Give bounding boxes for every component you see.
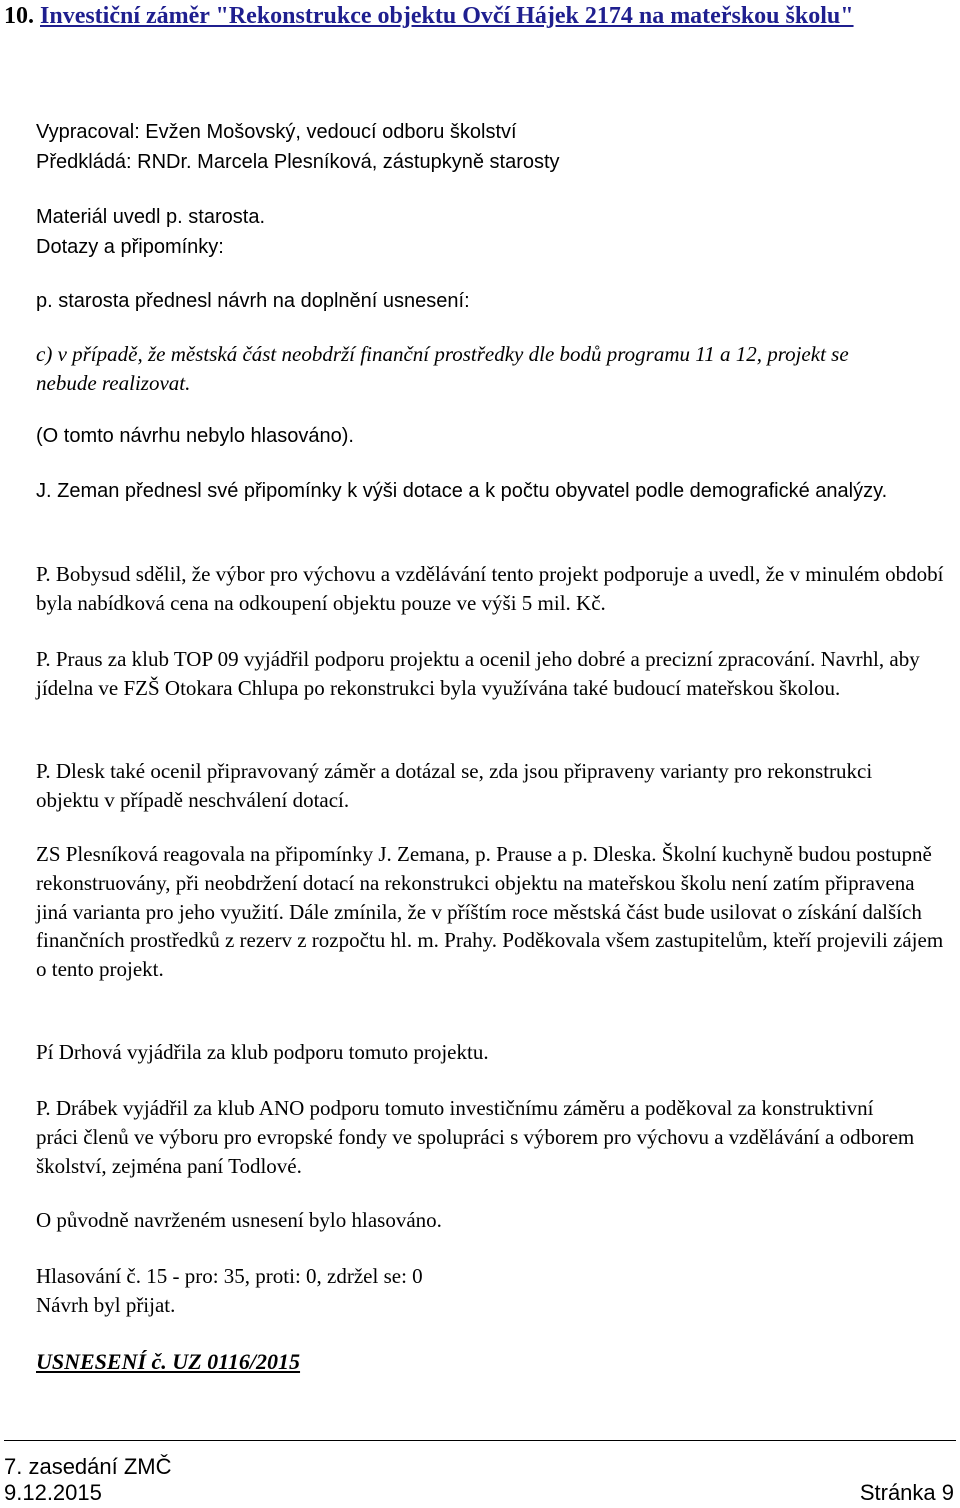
paragraph-drhova: Pí Drhová vyjádřila za klub podporu tomuto projektu. (36, 1040, 489, 1064)
paragraph-amendment: c) v případě, že městská část neobdrží finanční prostředky dle bodů programu 11 a 12, projekt se nebude realizovat. (36, 342, 849, 395)
paragraph-proposal: p. starosta přednesl návrh na doplnění usnesení: (36, 290, 470, 312)
submitted-by: Předkládá: RNDr. Marcela Plesníková, zástupkyně starosty (36, 151, 560, 173)
paragraph-drabek: P. Drábek vyjádřil za klub ANO podporu tomuto investičnímu záměru a poděkoval za konstruktivní práci členů ve výboru pro evropské fondy ve spolupráci s výborem pro výchovu a vzdělávání a odborem školství, zejména paní Todlové. (36, 1096, 915, 1178)
paragraph-dlesk: P. Dlesk také ocenil připravovaný záměr a dotázal se, zda jsou připraveny varianty pro rekonstrukci objektu v případě neschválení dotací. (36, 759, 873, 812)
footer-divider (4, 1440, 956, 1441)
paragraph-vote-intro: O původně navrženém usnesení bylo hlasováno. (36, 1208, 442, 1232)
section-number: 10. (4, 3, 34, 29)
questions-label: Dotazy a připomínky: (36, 236, 224, 258)
footer-page-number: Stránka 9 (859, 1480, 954, 1505)
paragraph-plesnikova: ZS Plesníková reagovala na připomínky J. Zemana, p. Prause a p. Dleska. Školní kuchyně budou postupně rekonstruovány, při neobdržení dotací na rekonstrukci objektu na mateřskou školu není zatím připravena jiná varianta pro jeho využití. Dále zmínila, že v příštím roce městská část bude usilovat o získání dalších finančních prostředků z rezerv z rozpočtu hl. m. Prahy. Poděkovala všem zastupitelům, kteří projevili zájem o tento projekt. (36, 842, 944, 982)
paragraph-zeman: J. Zeman přednesl své připomínky k výši dotace a k počtu obyvatel podle demografické analýzy. (36, 480, 888, 502)
resolution-number: USNESENÍ č. UZ 0116/2015 (36, 1349, 301, 1374)
footer-session: 7. zasedání ZMČ (4, 1454, 172, 1479)
footer-date: 9.12.2015 (4, 1480, 102, 1505)
section-heading (4, 0, 949, 33)
paragraph-praus: P. Praus za klub TOP 09 vyjádřil podporu projektu a ocenil jeho dobré a precizní zpracování. Navrhl, aby jídelna ve FZŠ Otokara Chlupa po rekonstrukci byla využívána také budoucí mateřskou školou. (36, 647, 920, 700)
vote-result-counts: Hlasování č. 15 - pro: 35, proti: 0, zdržel se: 0 (36, 1264, 423, 1288)
vote-outcome: Návrh byl přijat. (36, 1293, 176, 1317)
prepared-by: Vypracoval: Evžen Mošovský, vedoucí odboru školství (36, 121, 517, 143)
introduced-by: Materiál uvedl p. starosta. (36, 206, 265, 228)
section-title: Investiční záměr "Rekonstrukce objektu Ovčí Hájek 2174 na mateřskou školu" (40, 3, 854, 29)
paragraph-bobysud: P. Bobysud sdělil, že výbor pro výchovu a vzdělávání tento projekt podporuje a uvedl, že v minulém období byla nabídková cena na odkoupení objektu pouze ve výši 5 mil. Kč. (36, 562, 944, 615)
paragraph-not-voted: (O tomto návrhu nebylo hlasováno). (36, 425, 354, 447)
